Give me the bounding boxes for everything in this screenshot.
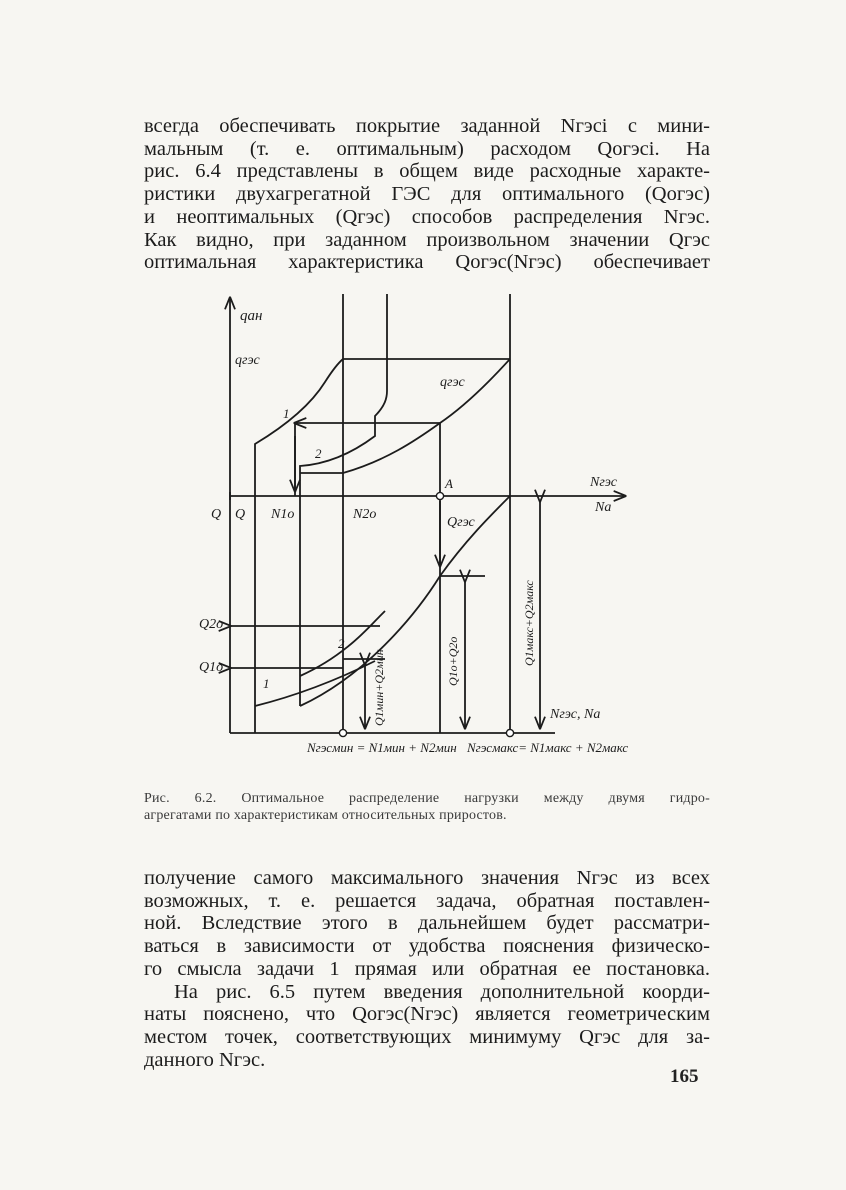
label-n-min-eq: Nгэсмин = N1мин + N2мин xyxy=(307,740,457,755)
label-n-ges-axis: Nгэс xyxy=(590,475,618,490)
label-n-max-eq: Nгэсмакс= N1макс + N2макс xyxy=(467,740,629,755)
label-curve-2-lower: 2 xyxy=(338,636,345,651)
label-q1o: Q1o xyxy=(199,660,224,675)
text-line: Как видно, при заданном произвольном значении Qгэс xyxy=(144,228,710,251)
caption-line: агрегатами по характеристикам относительных приростов. xyxy=(144,808,507,823)
text-line: оптимальная характеристика Qогэс(Nгэс) обеспечивает xyxy=(144,251,710,274)
text-line: На рис. 6.5 путем введения дополнительной коорди- xyxy=(174,980,710,1003)
text-line: и неоптимальных (Qгэс) способов распределения Nгэс. xyxy=(144,205,710,228)
text-line: рис. 6.4 представлены в общем виде расходные характе- xyxy=(144,160,710,183)
text-line: го смысла задачи 1 прямая или обратная ее постановка. xyxy=(144,957,710,980)
label-bottom-axis: Nгэс, Na xyxy=(550,707,601,722)
bottom-paragraph xyxy=(144,867,710,1071)
text-line: мальным (т. е. оптимальным) расходом Qогэсi. На xyxy=(144,137,710,160)
text-line: данного Nгэс. xyxy=(144,1048,266,1071)
figure-caption xyxy=(144,790,710,824)
label-q: Q xyxy=(235,507,246,522)
upper-curve-1 xyxy=(255,359,343,451)
figure-6-2 xyxy=(195,286,655,776)
label-point-a: A xyxy=(445,476,453,491)
label-n1o: N1o xyxy=(271,507,295,522)
label-qges-right: qгэс xyxy=(440,375,465,390)
label-q-left: Q xyxy=(211,507,222,522)
text-line: ваться в зависимости от удобства пояснения физическо- xyxy=(144,935,710,958)
point-n-max xyxy=(506,729,513,736)
page-number: 165 xyxy=(670,1066,699,1087)
figure-diagram xyxy=(195,286,655,776)
text-line: ной. Вследствие этого в дальнейшем будет рассматри- xyxy=(144,912,710,935)
point-n-min xyxy=(339,729,346,736)
lower-qges-curve xyxy=(300,496,510,706)
point-a xyxy=(436,492,443,499)
text-line: всегда обеспечивать покрытие заданной Nгэсi с мини- xyxy=(144,115,710,137)
text-line: получение самого максимального значения Nгэс из всех xyxy=(144,867,710,889)
top-paragraph xyxy=(144,115,710,274)
text-line: местом точек, соответствующих минимуму Qгэс для за- xyxy=(144,1025,710,1048)
label-curve-2-upper: 2 xyxy=(315,446,322,461)
text-line: ристики двухагрегатной ГЭС для оптимального (Qогэс) xyxy=(144,183,710,206)
label-q-min-sum: Q1мин+Q2мин xyxy=(372,649,386,726)
label-q2o: Q2o xyxy=(199,617,224,632)
label-qges-lower: Qгэс xyxy=(447,515,475,530)
label-curve-1-upper: 1 xyxy=(283,406,290,421)
label-y-top: qaн xyxy=(240,308,263,324)
label-n2o: N2o xyxy=(353,507,377,522)
caption-line: Рис. 6.2. Оптимальное распределение нагрузки между двумя гидро- xyxy=(144,791,710,806)
label-q-max-sum: Q1макс+Q2макс xyxy=(522,580,536,666)
text-line: возможных, т. е. решается задача, обратная поставлен- xyxy=(144,889,710,912)
upper-qges-curve xyxy=(343,359,510,473)
text-line: наты пояснено, что Qогэс(Nгэс) является геометрическим xyxy=(144,1003,710,1026)
label-n-a-axis: Na xyxy=(595,500,612,515)
label-q-o-sum: Q1o+Q2o xyxy=(446,636,460,686)
label-curve-1-lower: 1 xyxy=(263,676,270,691)
label-qges-left: qгэс xyxy=(235,353,260,368)
